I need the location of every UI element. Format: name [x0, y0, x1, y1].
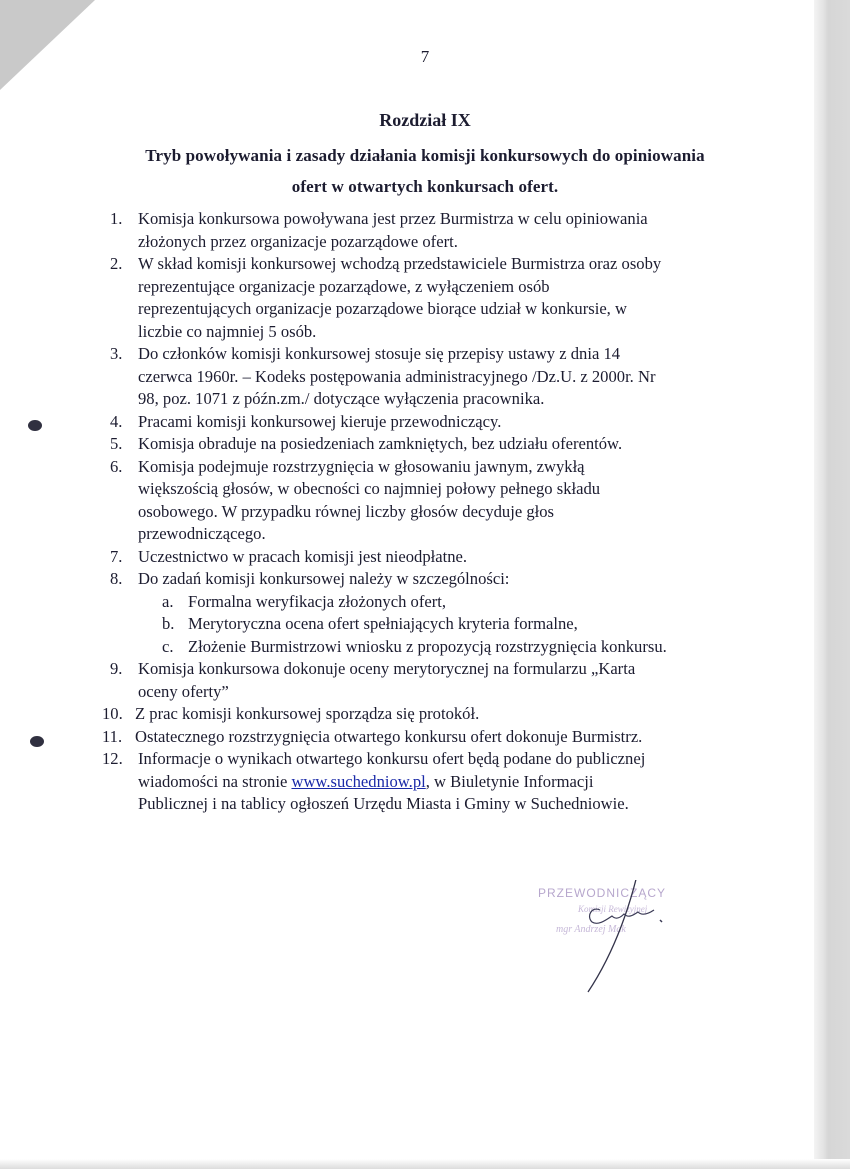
- rule-text-line: większością głosów, w obecności co najmniej połowy pełnego składu: [138, 479, 601, 498]
- rule-text-line: przewodniczącego.: [138, 524, 266, 543]
- rule-number: 6.: [110, 456, 123, 476]
- rule-number: 4.: [110, 411, 123, 431]
- rule-number: 1.: [110, 209, 123, 228]
- rule-number: 5.: [110, 434, 123, 453]
- rule-text-line: czerwca 1960r. – Kodeks postępowania administracyjnego /Dz.U. z 2000r. Nr: [138, 366, 656, 386]
- rule-item: [0, 433, 758, 456]
- rule-text-line: Z prac komisji konkursowej sporządza się protokół.: [135, 704, 480, 723]
- rule-number: 7.: [110, 546, 123, 566]
- rule-number: 2.: [110, 254, 123, 273]
- sub-list: [138, 591, 758, 659]
- stamp-title: PRZEWODNICZĄCY: [538, 886, 666, 900]
- rule-text-line: osobowego. W przypadku równej liczby głosów decyduje głos: [138, 501, 554, 521]
- rule-item: [0, 546, 758, 569]
- rule-item: [0, 703, 755, 726]
- rule-text-line: Publicznej i na tablicy ogłoszeń Urzędu Miasta i Gminy w Suchedniowie.: [138, 794, 629, 813]
- rule-item: [0, 748, 758, 816]
- rule-number: 10.: [102, 704, 123, 723]
- website-link[interactable]: www.suchedniow.pl: [291, 771, 426, 791]
- rule-item: [0, 456, 758, 546]
- rule-number: 8.: [110, 569, 123, 588]
- sub-text: Merytoryczna ocena ofert spełniających kryteria formalne,: [188, 614, 578, 633]
- rule-text-line: [138, 771, 758, 794]
- rule-item: [0, 343, 758, 411]
- sub-item: [138, 613, 758, 636]
- rule-text-line: złożonych przez organizacje pozarządowe ofert.: [138, 231, 458, 251]
- sub-text: Złożenie Burmistrzowi wniosku z propozycją rozstrzygnięcia konkursu.: [188, 636, 667, 656]
- sub-item: [138, 591, 758, 614]
- rules-list: [0, 208, 758, 816]
- rule-text-line: Pracami komisji konkursowej kieruje przewodniczący.: [138, 411, 502, 431]
- scan-shadow-corner: [0, 0, 95, 90]
- rule-text-line: Komisja konkursowa dokonuje oceny merytorycznej na formularzu „Karta: [138, 659, 636, 678]
- rule-text-after-link: , w Biuletynie Informacji: [425, 771, 594, 791]
- rule-text-line: Do zadań komisji konkursowej należy w szczególności:: [138, 569, 510, 588]
- stamp-subtitle: Komisji Rewizyjnej: [578, 904, 648, 914]
- rule-text-line: oceny oferty”: [138, 681, 229, 701]
- signature-stamp: [520, 880, 700, 1000]
- rule-text-line: Informacje o wynikach otwartego konkursu ofert będą podane do publicznej: [138, 749, 646, 768]
- rule-item: [0, 568, 758, 658]
- rule-text-before-link: wiadomości na stronie: [138, 771, 292, 791]
- sub-letter: b.: [162, 614, 175, 633]
- sub-item: [138, 636, 758, 659]
- scan-shadow-bottom: [0, 1159, 850, 1169]
- rule-text-line: W skład komisji konkursowej wchodzą przedstawiciele Burmistrza oraz osoby: [138, 254, 662, 273]
- rule-text-line: Komisja podejmuje rozstrzygnięcia w głosowaniu jawnym, zwykłą: [138, 456, 585, 476]
- rule-text-line: Komisja konkursowa powoływana jest przez Burmistrza w celu opiniowania: [138, 209, 648, 228]
- scan-shadow-edge: [814, 0, 850, 1169]
- rule-text-line: Komisja obraduje na posiedzeniach zamkniętych, bez udziału oferentów.: [138, 434, 623, 453]
- rule-item: [0, 208, 758, 253]
- sub-text: Formalna weryfikacja złożonych ofert,: [188, 591, 447, 611]
- rule-text-line: Ostatecznego rozstrzygnięcia otwartego konkursu ofert dokonuje Burmistrz.: [135, 726, 643, 746]
- handwritten-signature: [520, 880, 700, 1000]
- rule-number: 12.: [102, 749, 123, 768]
- rule-item: [0, 658, 758, 703]
- rule-item: [0, 726, 755, 749]
- rule-text-line: reprezentujących organizacje pozarządowe biorące udział w konkursie, w: [138, 299, 627, 318]
- page-number: 7: [420, 47, 430, 66]
- chapter-title: Rozdział IX: [379, 110, 471, 130]
- rule-number: 3.: [110, 344, 123, 363]
- rule-number: 9.: [110, 659, 123, 678]
- rule-text-line: Do członków komisji konkursowej stosuje się przepisy ustawy z dnia 14: [138, 344, 621, 363]
- rule-text-line: reprezentujące organizacje pozarządowe, z wyłączeniem osób: [138, 276, 550, 296]
- rule-number: 11.: [102, 726, 123, 746]
- rule-text-line: 98, poz. 1071 z późn.zm./ dotyczące wyłączenia pracownika.: [138, 389, 545, 408]
- rule-item: [0, 253, 758, 343]
- chapter-subtitle-line2: ofert w otwartych konkursach ofert.: [291, 177, 559, 196]
- sub-letter: a.: [162, 591, 174, 611]
- chapter-subtitle-line1: Tryb powoływania i zasady działania komisji konkursowych do opiniowania: [145, 146, 705, 165]
- rule-text-line: Uczestnictwo w pracach komisji jest nieodpłatne.: [138, 546, 468, 566]
- rule-item: [0, 411, 758, 434]
- sub-letter: c.: [162, 636, 174, 656]
- rule-text-line: liczbie co najmniej 5 osób.: [138, 321, 317, 341]
- stamp-name: mgr Andrzej Mak: [556, 924, 626, 935]
